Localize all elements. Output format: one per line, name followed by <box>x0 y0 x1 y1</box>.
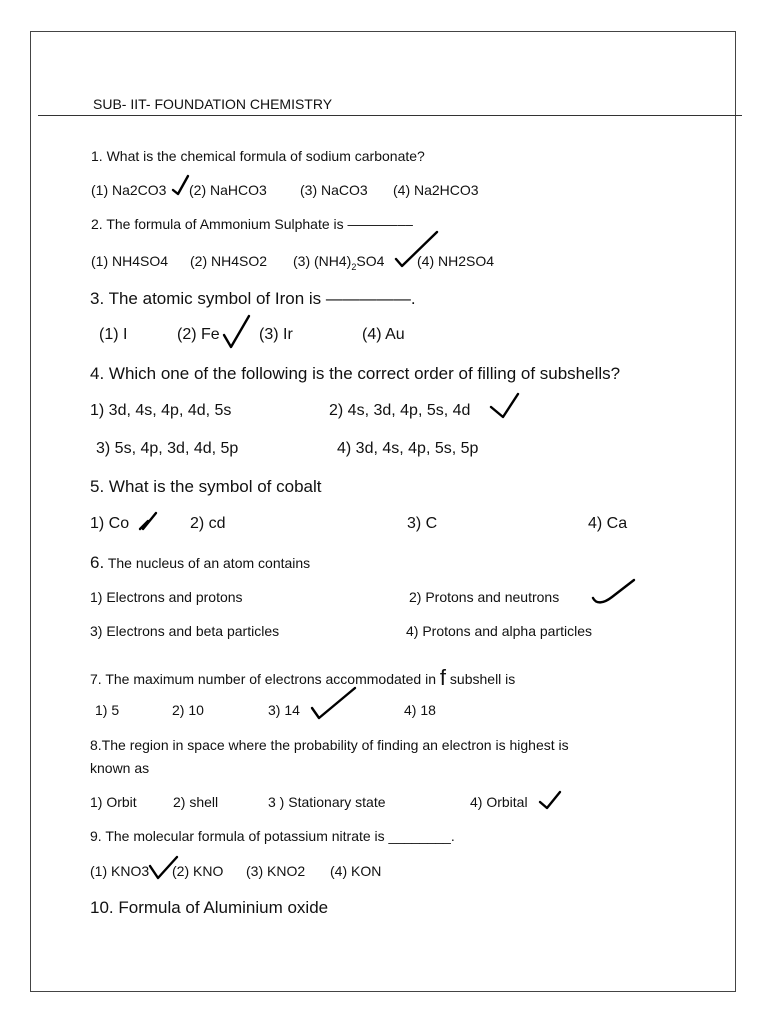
question-1: 1. What is the chemical formula of sodium carbonate? <box>91 148 425 164</box>
subject-header: SUB- IIT- FOUNDATION CHEMISTRY <box>93 96 333 112</box>
question-8-line-1: 8.The region in space where the probability of finding an electron is highest is <box>90 737 569 753</box>
question-6: 6. The nucleus of an atom contains <box>90 553 311 572</box>
q5-option-4: 4) Ca <box>588 515 628 532</box>
q4-option-1: 1) 3d, 4s, 4p, 4d, 5s <box>90 402 232 419</box>
q3-option-1: (1) I <box>99 326 128 343</box>
q2-option-4: (4) NH2SO4 <box>417 253 495 269</box>
q2-option-2: (2) NH4SO2 <box>190 253 268 269</box>
q7-option-3: 3) 14 <box>268 702 300 718</box>
header-rule <box>38 115 742 116</box>
q1-option-3: (3) NaCO3 <box>300 182 368 198</box>
q4-option-4: 4) 3d, 4s, 4p, 5s, 5p <box>337 440 479 457</box>
question-8-line-2: known as <box>90 760 150 776</box>
question-9: 9. The molecular formula of potassium nitrate is ________. <box>90 828 455 844</box>
q8-option-4: 4) Orbital <box>470 794 528 810</box>
question-7: 7. The maximum number of electrons accommodated in f subshell is <box>90 665 516 690</box>
q9-option-2: (2) KNO <box>172 863 224 879</box>
question-2: 2. The formula of Ammonium Sulphate is ———––– <box>91 216 413 232</box>
q2-option-3: (3) $(NH4)_2SO4$ <box>293 253 385 272</box>
q7-option-4: 4) 18 <box>404 702 436 718</box>
q9-option-3: (3) KNO2 <box>246 863 306 879</box>
question-3: 3. The atomic symbol of Iron is —————. <box>90 289 416 308</box>
q5-option-3: 3) C <box>407 515 438 532</box>
q3-option-2: (2) Fe <box>177 326 220 343</box>
q1-option-1: (1) Na2CO3 <box>91 182 167 198</box>
q5-option-1: 1) Co <box>90 515 130 532</box>
question-4: 4. Which one of the following is the correct order of filling of subshells? <box>90 364 621 383</box>
q6-option-2: 2) Protons and neutrons <box>409 589 560 605</box>
q5-option-2: 2) cd <box>190 515 226 532</box>
question-5: 5. What is the symbol of cobalt <box>90 477 322 496</box>
q3-option-3: (3) Ir <box>259 326 293 343</box>
q8-option-1: 1) Orbit <box>90 794 137 810</box>
q7-option-1: 1) 5 <box>95 702 120 718</box>
q7-option-2: 2) 10 <box>172 702 204 718</box>
q1-option-4: (4) Na2HCO3 <box>393 182 479 198</box>
q4-option-2: 2) 4s, 3d, 4p, 5s, 4d <box>329 402 471 419</box>
q6-option-4: 4) Protons and alpha particles <box>406 623 592 639</box>
q6-option-1: 1) Electrons and protons <box>90 589 243 605</box>
q8-option-2: 2) shell <box>173 794 219 810</box>
q9-option-4: (4) KON <box>330 863 382 879</box>
q2-option-1: (1) NH4SO4 <box>91 253 169 269</box>
q3-option-4: (4) Au <box>362 326 405 343</box>
question-10: 10. Formula of Aluminium oxide <box>90 898 329 917</box>
q8-option-3: 3 ) Stationary state <box>268 794 386 810</box>
q9-option-1: (1) KNO3 <box>90 863 150 879</box>
q6-option-3: 3) Electrons and beta particles <box>90 623 280 639</box>
q1-option-2: (2) NaHCO3 <box>189 182 267 198</box>
page-border <box>30 31 736 992</box>
q4-option-3: 3) 5s, 4p, 3d, 4d, 5p <box>96 440 239 457</box>
